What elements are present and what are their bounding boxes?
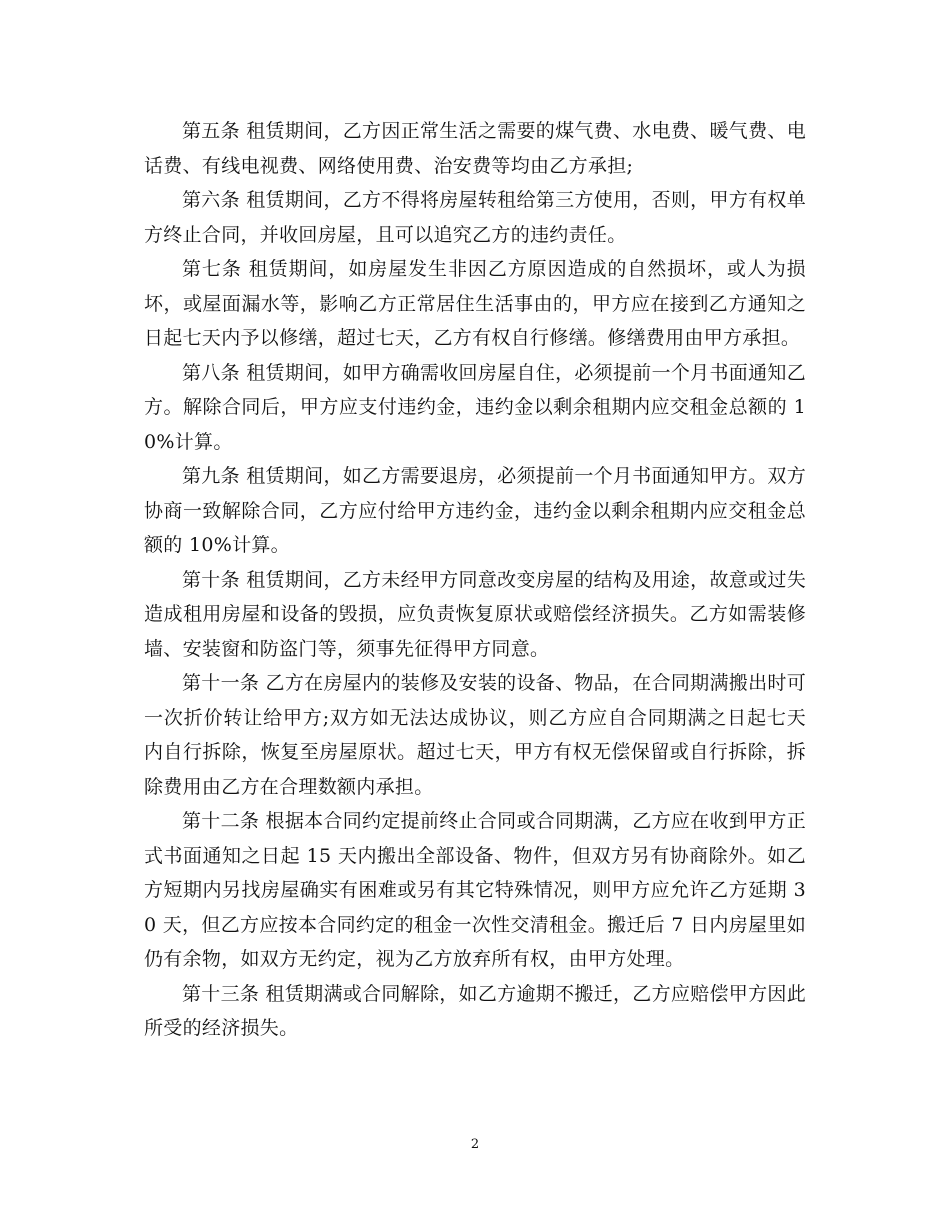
- contract-body: [144, 114, 806, 1046]
- clause-10: 第十条 租赁期间，乙方未经甲方同意改变房屋的结构及用途，故意或过失造成租用房屋和设备的毁损，应负责恢复原状或赔偿经济损失。乙方如需装修墙、安装窗和防盗门等，须事先征得甲方同意。: [144, 568, 806, 660]
- page-number: 2: [470, 1137, 480, 1152]
- clause-8: 第八条 租赁期间，如甲方确需收回房屋自住，必须提前一个月书面通知乙方。解除合同后，甲方应支付违约金，违约金以剩余租期内应交租金总额的 10%计算。: [144, 361, 806, 453]
- clause-5: 第五条 租赁期间，乙方因正常生活之需要的煤气费、水电费、暖气费、电话费、有线电视费、网络使用费、治安费等均由乙方承担;: [144, 120, 806, 177]
- clause-11: 第十一条 乙方在房屋内的装修及安装的设备、物品，在合同期满搬出时可一次折价转让给甲方;双方如无法达成协议，则乙方应自合同期满之日起七天内自行拆除，恢复至房屋原状。超过七天，甲方有权无偿保留或自行拆除，拆除费用由乙方在合理数额内承担。: [144, 672, 806, 798]
- clause-6: 第六条 租赁期间，乙方不得将房屋转租给第三方使用，否则，甲方有权单方终止合同，并收回房屋，且可以追究乙方的违约责任。: [144, 189, 806, 246]
- clause-7: 第七条 租赁期间，如房屋发生非因乙方原因造成的自然损坏，或人为损坏，或屋面漏水等，影响乙方正常居住生活事由的，甲方应在接到乙方通知之日起七天内予以修缮，超过七天，乙方有权自行修缮。修缮费用由甲方承担。: [144, 258, 806, 349]
- clause-9: 第九条 租赁期间，如乙方需要退房，必须提前一个月书面通知甲方。双方协商一致解除合同，乙方应付给甲方违约金，违约金以剩余租期内应交租金总额的 10%计算。: [144, 465, 806, 556]
- clause-13: 第十三条 租赁期满或合同解除，如乙方逾期不搬迁，乙方应赔偿甲方因此所受的经济损失。: [144, 982, 806, 1039]
- clause-12: 第十二条 根据本合同约定提前终止合同或合同期满，乙方应在收到甲方正式书面通知之日起 15 天内搬出全部设备、物件，但双方另有协商除外。如乙方短期内另找房屋确实有困难或另有其它特殊情况，则甲方应允许乙方延期 30 天，但乙方应按本合同约定的租金一次性交清租金。搬迁后 7 日内房屋里如仍有余物，如双方无约定，视为乙方放弃所有权，由甲方处理。: [144, 810, 806, 970]
